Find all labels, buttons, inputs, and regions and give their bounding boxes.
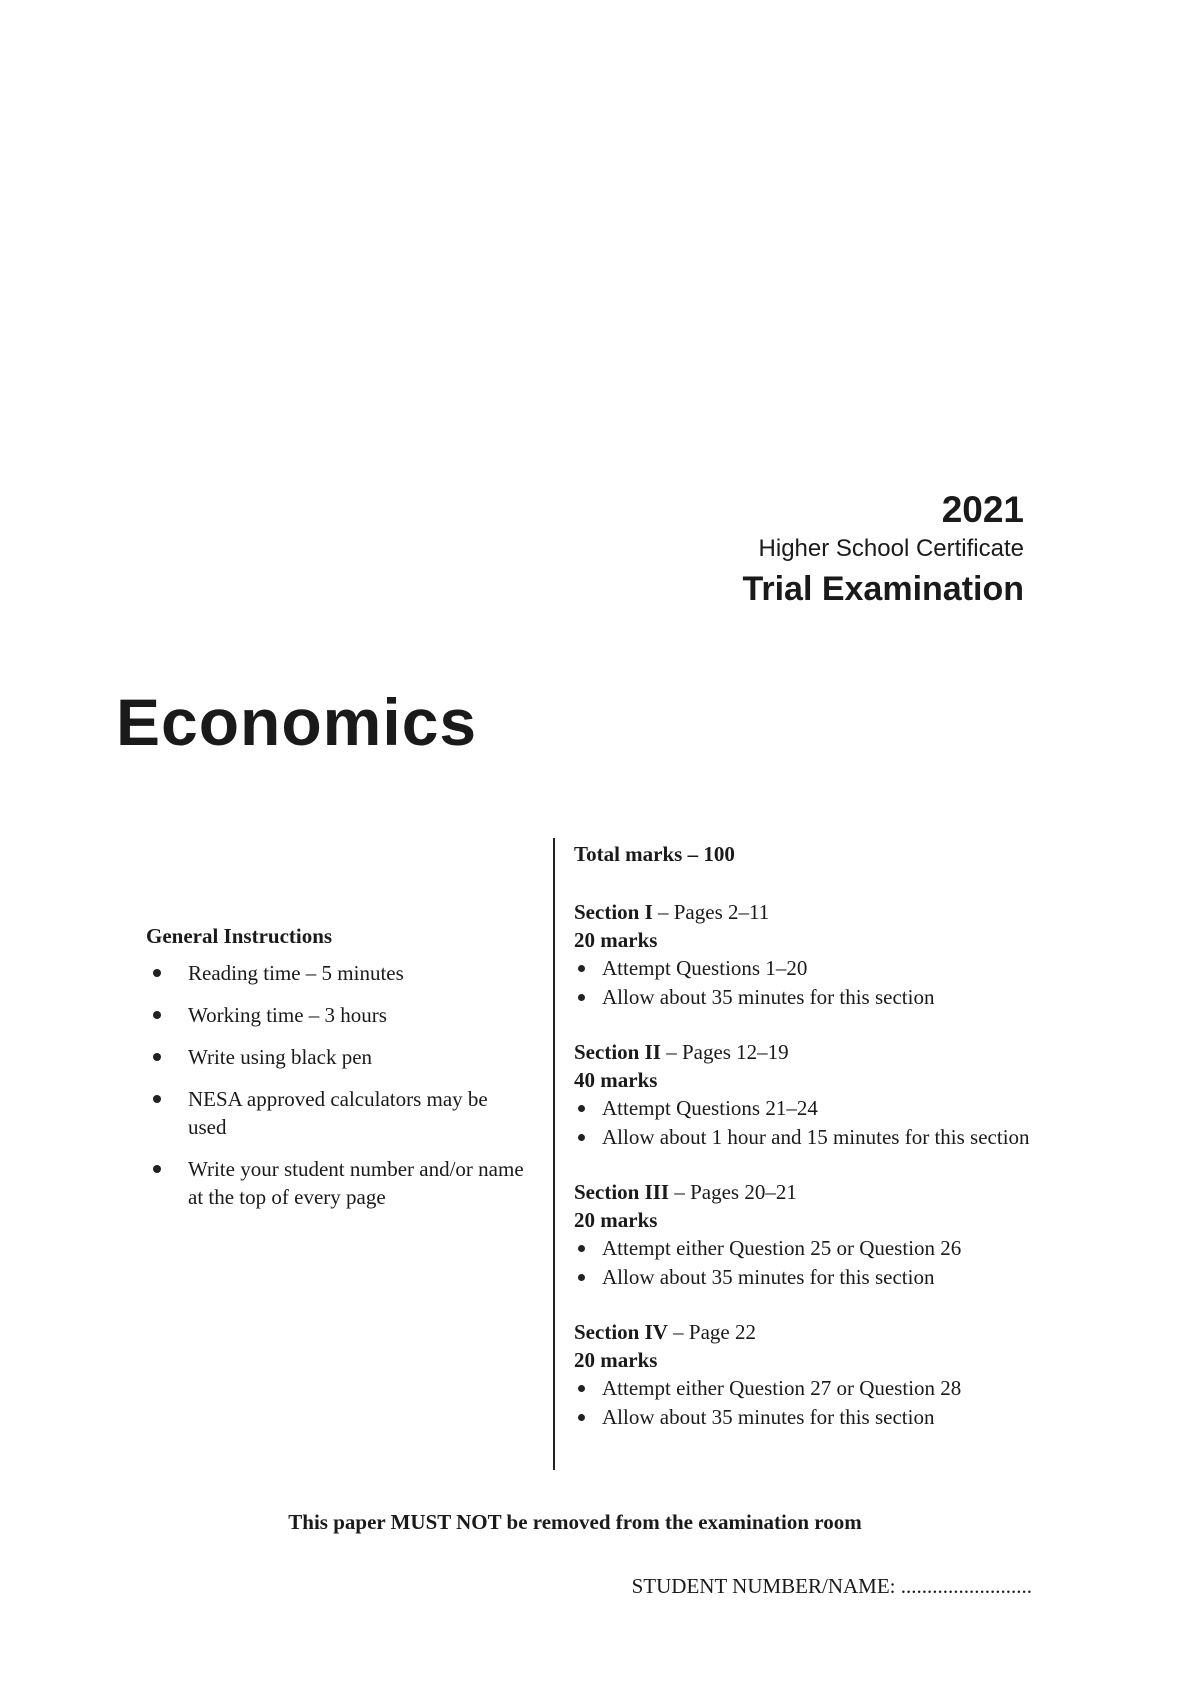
removal-warning: This paper MUST NOT be removed from the examination room bbox=[288, 1510, 862, 1534]
bullet-icon bbox=[578, 1385, 585, 1392]
student-number-field: STUDENT NUMBER/NAME: ......................... bbox=[631, 1574, 1032, 1598]
section-list bbox=[574, 1374, 1044, 1432]
exam-year: 2021 bbox=[941, 489, 1024, 530]
total-marks: Total marks – 100 bbox=[574, 842, 735, 866]
instructions-heading: General Instructions bbox=[146, 924, 333, 948]
bullet-icon bbox=[153, 1053, 161, 1061]
instruction-item: Write using black pen bbox=[146, 1043, 526, 1071]
section-3 bbox=[574, 1178, 1044, 1292]
section-item: Attempt either Question 27 or Question 28 bbox=[574, 1374, 1044, 1403]
section-item: Attempt Questions 21–24 bbox=[574, 1094, 1044, 1123]
certificate-title: Higher School Certificate bbox=[758, 535, 1024, 562]
bullet-icon bbox=[153, 1011, 161, 1019]
section-list bbox=[574, 1234, 1044, 1292]
section-marks: 20 marks bbox=[574, 1208, 658, 1232]
section-list bbox=[574, 954, 1044, 1012]
bullet-icon bbox=[578, 1414, 585, 1421]
general-instructions bbox=[146, 924, 526, 1225]
bullet-icon bbox=[153, 1095, 161, 1103]
instruction-item: Working time – 3 hours bbox=[146, 1001, 526, 1029]
section-marks: 40 marks bbox=[574, 1068, 658, 1092]
bullet-icon bbox=[578, 1134, 585, 1141]
exam-header bbox=[742, 488, 1024, 612]
section-item: Attempt Questions 1–20 bbox=[574, 954, 1044, 983]
section-item: Attempt either Question 25 or Question 26 bbox=[574, 1234, 1044, 1263]
bullet-icon bbox=[153, 969, 161, 977]
section-title: Section II – Pages 12–19 bbox=[574, 1040, 789, 1064]
section-1 bbox=[574, 898, 1044, 1012]
sections-panel bbox=[574, 840, 1044, 1458]
exam-type: Trial Examination bbox=[742, 570, 1024, 608]
instruction-item: Reading time – 5 minutes bbox=[146, 959, 526, 987]
section-4 bbox=[574, 1318, 1044, 1432]
instructions-list bbox=[146, 959, 526, 1211]
section-marks: 20 marks bbox=[574, 928, 658, 952]
section-item: Allow about 35 minutes for this section bbox=[574, 1403, 1044, 1432]
subject-title: Economics bbox=[116, 685, 478, 759]
section-title: Section I – Pages 2–11 bbox=[574, 900, 770, 924]
instruction-item: Write your student number and/or name at the top of every page bbox=[146, 1155, 526, 1211]
section-2 bbox=[574, 1038, 1044, 1152]
section-item: Allow about 35 minutes for this section bbox=[574, 1263, 1044, 1292]
section-item: Allow about 1 hour and 15 minutes for this section bbox=[574, 1123, 1044, 1152]
bullet-icon bbox=[153, 1165, 161, 1173]
section-marks: 20 marks bbox=[574, 1348, 658, 1372]
bullet-icon bbox=[578, 994, 585, 1001]
instruction-item: NESA approved calculators may be used bbox=[146, 1085, 526, 1141]
column-divider bbox=[553, 838, 555, 1470]
section-list bbox=[574, 1094, 1044, 1152]
section-title: Section III – Pages 20–21 bbox=[574, 1180, 797, 1204]
bullet-icon bbox=[578, 1105, 585, 1112]
bullet-icon bbox=[578, 1274, 585, 1281]
bullet-icon bbox=[578, 1245, 585, 1252]
bullet-icon bbox=[578, 965, 585, 972]
section-item: Allow about 35 minutes for this section bbox=[574, 983, 1044, 1012]
section-title: Section IV – Page 22 bbox=[574, 1320, 756, 1344]
